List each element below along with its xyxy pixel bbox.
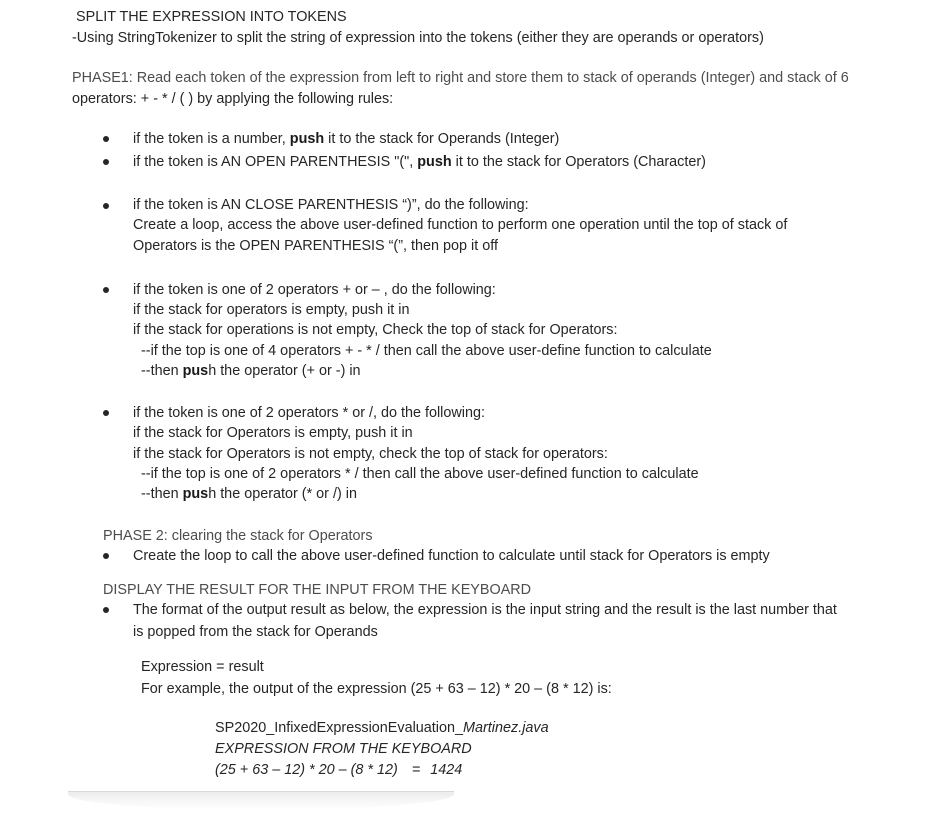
rule-pm-l5-bold: pus — [182, 363, 209, 379]
bullet — [103, 287, 109, 293]
bullet — [103, 607, 109, 613]
sample-equals: = — [411, 762, 421, 778]
bullet — [103, 553, 109, 559]
rule-plus-minus-l1: if the token is one of 2 operators + or – , do the following: — [133, 282, 496, 298]
rule-number-post: it to the stack for Operands (Integer) — [324, 131, 560, 147]
rule-number-bold: push — [289, 131, 325, 147]
rule-mul-div-l3: if the stack for Operators is not empty, check the top of stack for operators: — [133, 446, 608, 462]
phase1-heading: PHASE1: Read each token of the expression from left to right and store them to stack of operands (Integer) and stack of 6 — [72, 70, 849, 86]
sample-header: EXPRESSION FROM THE KEYBOARD — [215, 741, 472, 757]
sample-expression: (25 + 63 – 12) * 20 – (8 * 12) — [215, 762, 398, 778]
rule-plus-minus-l2: if the stack for operators is empty, push it in — [133, 302, 410, 318]
phase2-bullet: Create the loop to call the above user-defined function to calculate until stack for Operators is empty — [133, 548, 770, 564]
rule-plus-minus-l3: if the stack for operations is not empty, Check the top of stack for Operators: — [133, 322, 618, 338]
display-bullet-l1: The format of the output result as below, the expression is the input string and the result is the last number that — [133, 602, 837, 618]
rule-mul-div-l1: if the token is one of 2 operators * or /, do the following: — [133, 405, 485, 421]
phase1-operators: operators: + - * / ( ) by applying the following rules: — [72, 91, 394, 107]
display-format: Expression = result — [141, 659, 264, 675]
rule-number-pre: if the token is a number, — [133, 131, 290, 147]
rule-mul-div-l2: if the stack for Operators is empty, push it in — [133, 425, 413, 441]
sample-filename — [215, 718, 549, 738]
page-title: SPLIT THE EXPRESSION INTO TOKENS — [76, 9, 347, 25]
rule-md-l5-pre: --then — [141, 486, 183, 502]
rule-pm-l5-pre: --then — [141, 363, 183, 379]
sample-filename-pre: SP2020_InfixedExpressionEvaluation_ — [215, 720, 464, 736]
rule-mul-div-l5 — [141, 484, 357, 504]
intro-text: -Using StringTokenizer to split the string of expression into the tokens (either they are operands or operators) — [72, 30, 764, 46]
bullet — [103, 136, 109, 142]
rule-close-line1: if the token is AN CLOSE PARENTHESIS “)”, do the following: — [133, 197, 529, 213]
bullet — [103, 159, 109, 165]
display-heading: DISPLAY THE RESULT FOR THE INPUT FROM THE KEYBOARD — [103, 582, 532, 598]
rule-md-l5-post: h the operator (* or /) in — [208, 486, 357, 502]
display-example: For example, the output of the expression (25 + 63 – 12) * 20 – (8 * 12) is: — [141, 681, 612, 697]
rule-pm-l5-post: h the operator (+ or -) in — [208, 363, 361, 379]
bullet — [103, 203, 109, 209]
rule-number — [133, 129, 559, 149]
rule-close-line3: Operators is the OPEN PARENTHESIS “(”, then pop it off — [133, 238, 498, 254]
rule-open-bold: push — [417, 154, 452, 170]
page-bottom-shadow — [68, 791, 454, 810]
sample-result: 1424 — [430, 762, 463, 778]
rule-mul-div-l4: --if the top is one of 2 operators * / then call the above user-defined function to calculate — [141, 466, 699, 482]
rule-open-paren — [133, 152, 706, 172]
rule-close-line2: Create a loop, access the above user-defined function to perform one operation until the top of stack of — [133, 217, 788, 233]
phase2-heading: PHASE 2: clearing the stack for Operators — [103, 528, 373, 544]
sample-filename-name: Martinez.java — [463, 720, 549, 736]
display-bullet-l2: is popped from the stack for Operands — [133, 624, 378, 640]
rule-md-l5-bold: pus — [182, 486, 209, 502]
rule-plus-minus-l4: --if the top is one of 4 operators + - * / then call the above user-define function to calculate — [141, 343, 712, 359]
rule-plus-minus-l5 — [141, 361, 361, 381]
sample-result-line — [215, 760, 462, 780]
rule-open-pre: if the token is AN OPEN PARENTHESIS "(", — [133, 154, 418, 170]
bullet — [103, 410, 109, 416]
rule-open-post: it to the stack for Operators (Character) — [451, 154, 706, 170]
